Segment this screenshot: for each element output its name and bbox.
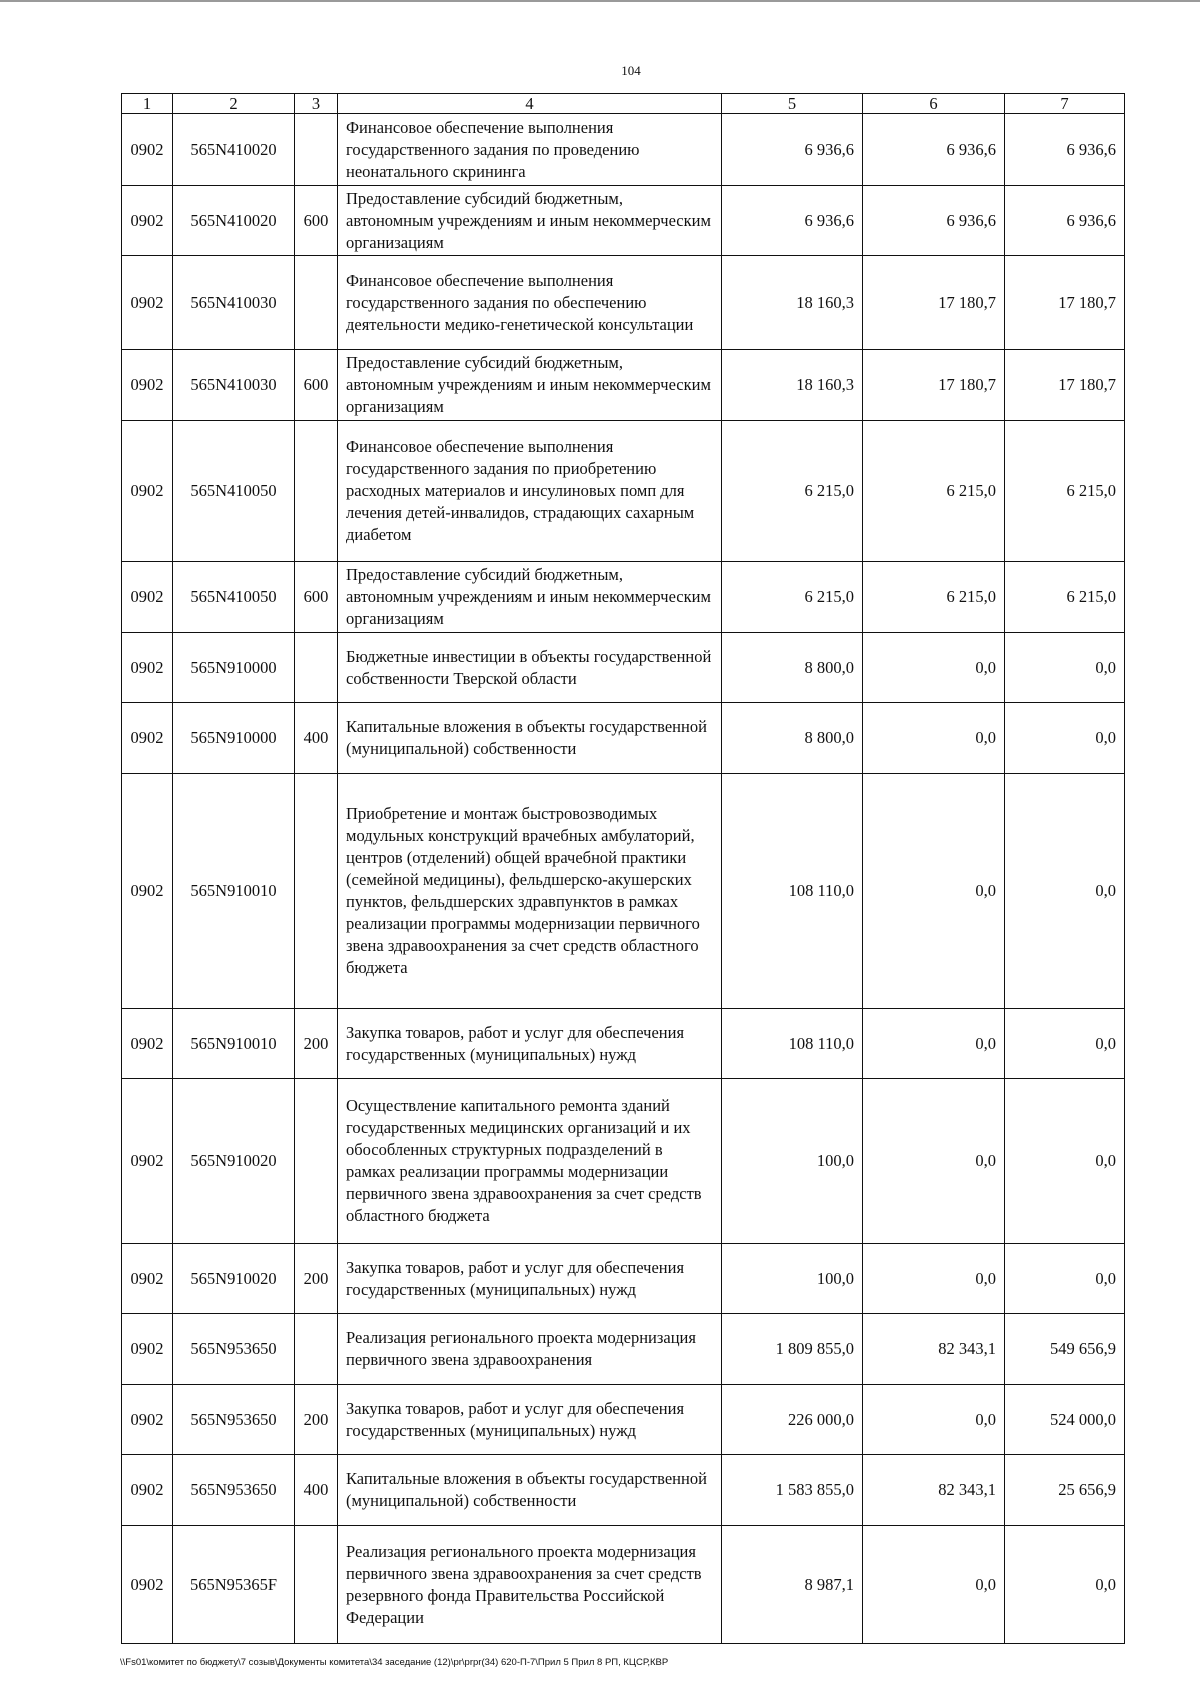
table-row <box>122 256 1125 350</box>
section-code-cell: 0902 <box>122 114 173 186</box>
expense-type-cell: 600 <box>295 562 338 633</box>
table-row <box>122 350 1125 421</box>
column-header: 5 <box>722 94 863 114</box>
expense-type-cell <box>295 256 338 350</box>
amount-cell-7: 0,0 <box>1005 1079 1125 1244</box>
expense-type-cell <box>295 114 338 186</box>
amount-cell-5: 18 160,3 <box>722 256 863 350</box>
target-code-cell: 565N410030 <box>173 350 295 421</box>
description-cell: Предоставление субсидий бюджетным, автономным учреждениям и иным некоммерческим организациям <box>338 350 722 421</box>
table-row <box>122 633 1125 703</box>
amount-cell-5: 100,0 <box>722 1079 863 1244</box>
target-code-cell: 565N910020 <box>173 1079 295 1244</box>
amount-cell-5: 6 215,0 <box>722 421 863 562</box>
amount-cell-7: 0,0 <box>1005 633 1125 703</box>
expense-type-cell: 600 <box>295 350 338 421</box>
section-code-cell: 0902 <box>122 1244 173 1314</box>
amount-cell-7: 0,0 <box>1005 1526 1125 1644</box>
amount-cell-6: 6 215,0 <box>863 421 1005 562</box>
table-row <box>122 1079 1125 1244</box>
section-code-cell: 0902 <box>122 1526 173 1644</box>
table-row <box>122 774 1125 1009</box>
expense-type-cell: 200 <box>295 1244 338 1314</box>
target-code-cell: 565N95365F <box>173 1526 295 1644</box>
amount-cell-6: 6 215,0 <box>863 562 1005 633</box>
section-code-cell: 0902 <box>122 1455 173 1526</box>
description-cell: Осуществление капитального ремонта зданий государственных медицинских организаций и их обособленных структурных подразделений в рамках реализации программы модернизации первичного звена здравоохранения за счет средств областного бюджета <box>338 1079 722 1244</box>
amount-cell-5: 1 809 855,0 <box>722 1314 863 1385</box>
amount-cell-7: 6 936,6 <box>1005 186 1125 256</box>
amount-cell-6: 0,0 <box>863 1079 1005 1244</box>
description-cell: Капитальные вложения в объекты государственной (муниципальной) собственности <box>338 1455 722 1526</box>
amount-cell-6: 82 343,1 <box>863 1314 1005 1385</box>
table-row <box>122 1455 1125 1526</box>
description-cell: Закупка товаров, работ и услуг для обеспечения государственных (муниципальных) нужд <box>338 1244 722 1314</box>
target-code-cell: 565N410020 <box>173 186 295 256</box>
column-header: 7 <box>1005 94 1125 114</box>
column-header: 4 <box>338 94 722 114</box>
description-cell: Бюджетные инвестиции в объекты государственной собственности Тверской области <box>338 633 722 703</box>
target-code-cell: 565N953650 <box>173 1385 295 1455</box>
amount-cell-5: 1 583 855,0 <box>722 1455 863 1526</box>
description-cell: Реализация регионального проекта модернизация первичного звена здравоохранения за счет средств резервного фонда Правительства Российской Федерации <box>338 1526 722 1644</box>
column-header: 3 <box>295 94 338 114</box>
expense-type-cell <box>295 1526 338 1644</box>
amount-cell-7: 0,0 <box>1005 774 1125 1009</box>
amount-cell-7: 524 000,0 <box>1005 1385 1125 1455</box>
section-code-cell: 0902 <box>122 1385 173 1455</box>
amount-cell-6: 0,0 <box>863 1244 1005 1314</box>
amount-cell-5: 8 800,0 <box>722 633 863 703</box>
target-code-cell: 565N910010 <box>173 1009 295 1079</box>
expense-type-cell <box>295 421 338 562</box>
amount-cell-5: 6 936,6 <box>722 114 863 186</box>
amount-cell-6: 17 180,7 <box>863 350 1005 421</box>
table-row <box>122 186 1125 256</box>
section-code-cell: 0902 <box>122 1009 173 1079</box>
section-code-cell: 0902 <box>122 1314 173 1385</box>
section-code-cell: 0902 <box>122 562 173 633</box>
amount-cell-5: 108 110,0 <box>722 1009 863 1079</box>
footer-file-path: \\Fs01\комитет по бюджету\7 созыв\Документы комитета\34 заседание (12)\pr\prpr(34) 620-П-7\Прил 5 Прил 8 РП, КЦСР,КВР <box>120 1657 669 1668</box>
amount-cell-7: 17 180,7 <box>1005 350 1125 421</box>
amount-cell-5: 6 936,6 <box>722 186 863 256</box>
description-cell: Закупка товаров, работ и услуг для обеспечения государственных (муниципальных) нужд <box>338 1009 722 1079</box>
amount-cell-7: 0,0 <box>1005 1244 1125 1314</box>
page-top-edge <box>0 0 1200 2</box>
description-cell: Предоставление субсидий бюджетным, автономным учреждениям и иным некоммерческим организациям <box>338 562 722 633</box>
amount-cell-5: 8 800,0 <box>722 703 863 774</box>
expense-type-cell: 400 <box>295 1455 338 1526</box>
amount-cell-7: 6 215,0 <box>1005 421 1125 562</box>
expense-type-cell <box>295 1314 338 1385</box>
amount-cell-6: 0,0 <box>863 703 1005 774</box>
amount-cell-6: 17 180,7 <box>863 256 1005 350</box>
target-code-cell: 565N910010 <box>173 774 295 1009</box>
target-code-cell: 565N410050 <box>173 562 295 633</box>
amount-cell-6: 0,0 <box>863 1526 1005 1644</box>
description-cell: Капитальные вложения в объекты государственной (муниципальной) собственности <box>338 703 722 774</box>
table-row <box>122 1244 1125 1314</box>
description-cell: Приобретение и монтаж быстровозводимых модульных конструкций врачебных амбулаторий, центров (отделений) общей врачебной практики (семейной медицины), фельдшерско-акушерских пунктов, фельдшерских здравпунктов в рамках реализации программы модернизации первичного звена здравоохранения за счет средств областного бюджета <box>338 774 722 1009</box>
section-code-cell: 0902 <box>122 421 173 562</box>
description-cell: Финансовое обеспечение выполнения государственного задания по обеспечению деятельности медико-генетической консультации <box>338 256 722 350</box>
amount-cell-7: 549 656,9 <box>1005 1314 1125 1385</box>
expense-type-cell: 400 <box>295 703 338 774</box>
amount-cell-6: 0,0 <box>863 633 1005 703</box>
section-code-cell: 0902 <box>122 350 173 421</box>
target-code-cell: 565N910020 <box>173 1244 295 1314</box>
amount-cell-5: 8 987,1 <box>722 1526 863 1644</box>
table-row <box>122 1385 1125 1455</box>
amount-cell-7: 17 180,7 <box>1005 256 1125 350</box>
amount-cell-7: 0,0 <box>1005 703 1125 774</box>
section-code-cell: 0902 <box>122 633 173 703</box>
section-code-cell: 0902 <box>122 186 173 256</box>
amount-cell-7: 25 656,9 <box>1005 1455 1125 1526</box>
description-cell: Реализация регионального проекта модернизация первичного звена здравоохранения <box>338 1314 722 1385</box>
expense-type-cell: 200 <box>295 1385 338 1455</box>
amount-cell-7: 0,0 <box>1005 1009 1125 1079</box>
table-row <box>122 1009 1125 1079</box>
description-cell: Предоставление субсидий бюджетным, автономным учреждениям и иным некоммерческим организациям <box>338 186 722 256</box>
amount-cell-6: 0,0 <box>863 1009 1005 1079</box>
expense-type-cell <box>295 774 338 1009</box>
target-code-cell: 565N410020 <box>173 114 295 186</box>
description-cell: Закупка товаров, работ и услуг для обеспечения государственных (муниципальных) нужд <box>338 1385 722 1455</box>
target-code-cell: 565N953650 <box>173 1314 295 1385</box>
amount-cell-5: 100,0 <box>722 1244 863 1314</box>
table-row <box>122 421 1125 562</box>
table-row <box>122 562 1125 633</box>
budget-table <box>121 93 1125 1644</box>
section-code-cell: 0902 <box>122 1079 173 1244</box>
amount-cell-6: 6 936,6 <box>863 114 1005 186</box>
amount-cell-5: 108 110,0 <box>722 774 863 1009</box>
description-cell: Финансовое обеспечение выполнения государственного задания по приобретению расходных материалов и инсулиновых помп для лечения детей-инвалидов, страдающих сахарным диабетом <box>338 421 722 562</box>
table-header-row <box>122 94 1125 114</box>
target-code-cell: 565N910000 <box>173 633 295 703</box>
table-row <box>122 1314 1125 1385</box>
amount-cell-5: 226 000,0 <box>722 1385 863 1455</box>
target-code-cell: 565N953650 <box>173 1455 295 1526</box>
column-header: 2 <box>173 94 295 114</box>
expense-type-cell: 600 <box>295 186 338 256</box>
amount-cell-7: 6 215,0 <box>1005 562 1125 633</box>
expense-type-cell: 200 <box>295 1009 338 1079</box>
column-header: 6 <box>863 94 1005 114</box>
table-row <box>122 114 1125 186</box>
expense-type-cell <box>295 633 338 703</box>
target-code-cell: 565N410050 <box>173 421 295 562</box>
amount-cell-6: 0,0 <box>863 1385 1005 1455</box>
section-code-cell: 0902 <box>122 703 173 774</box>
section-code-cell: 0902 <box>122 774 173 1009</box>
section-code-cell: 0902 <box>122 256 173 350</box>
description-cell: Финансовое обеспечение выполнения государственного задания по проведению неонатального скрининга <box>338 114 722 186</box>
amount-cell-7: 6 936,6 <box>1005 114 1125 186</box>
column-header: 1 <box>122 94 173 114</box>
amount-cell-6: 6 936,6 <box>863 186 1005 256</box>
amount-cell-6: 0,0 <box>863 774 1005 1009</box>
table-row <box>122 703 1125 774</box>
page-number: 104 <box>621 63 641 78</box>
amount-cell-6: 82 343,1 <box>863 1455 1005 1526</box>
target-code-cell: 565N410030 <box>173 256 295 350</box>
amount-cell-5: 6 215,0 <box>722 562 863 633</box>
target-code-cell: 565N910000 <box>173 703 295 774</box>
table-row <box>122 1526 1125 1644</box>
expense-type-cell <box>295 1079 338 1244</box>
amount-cell-5: 18 160,3 <box>722 350 863 421</box>
